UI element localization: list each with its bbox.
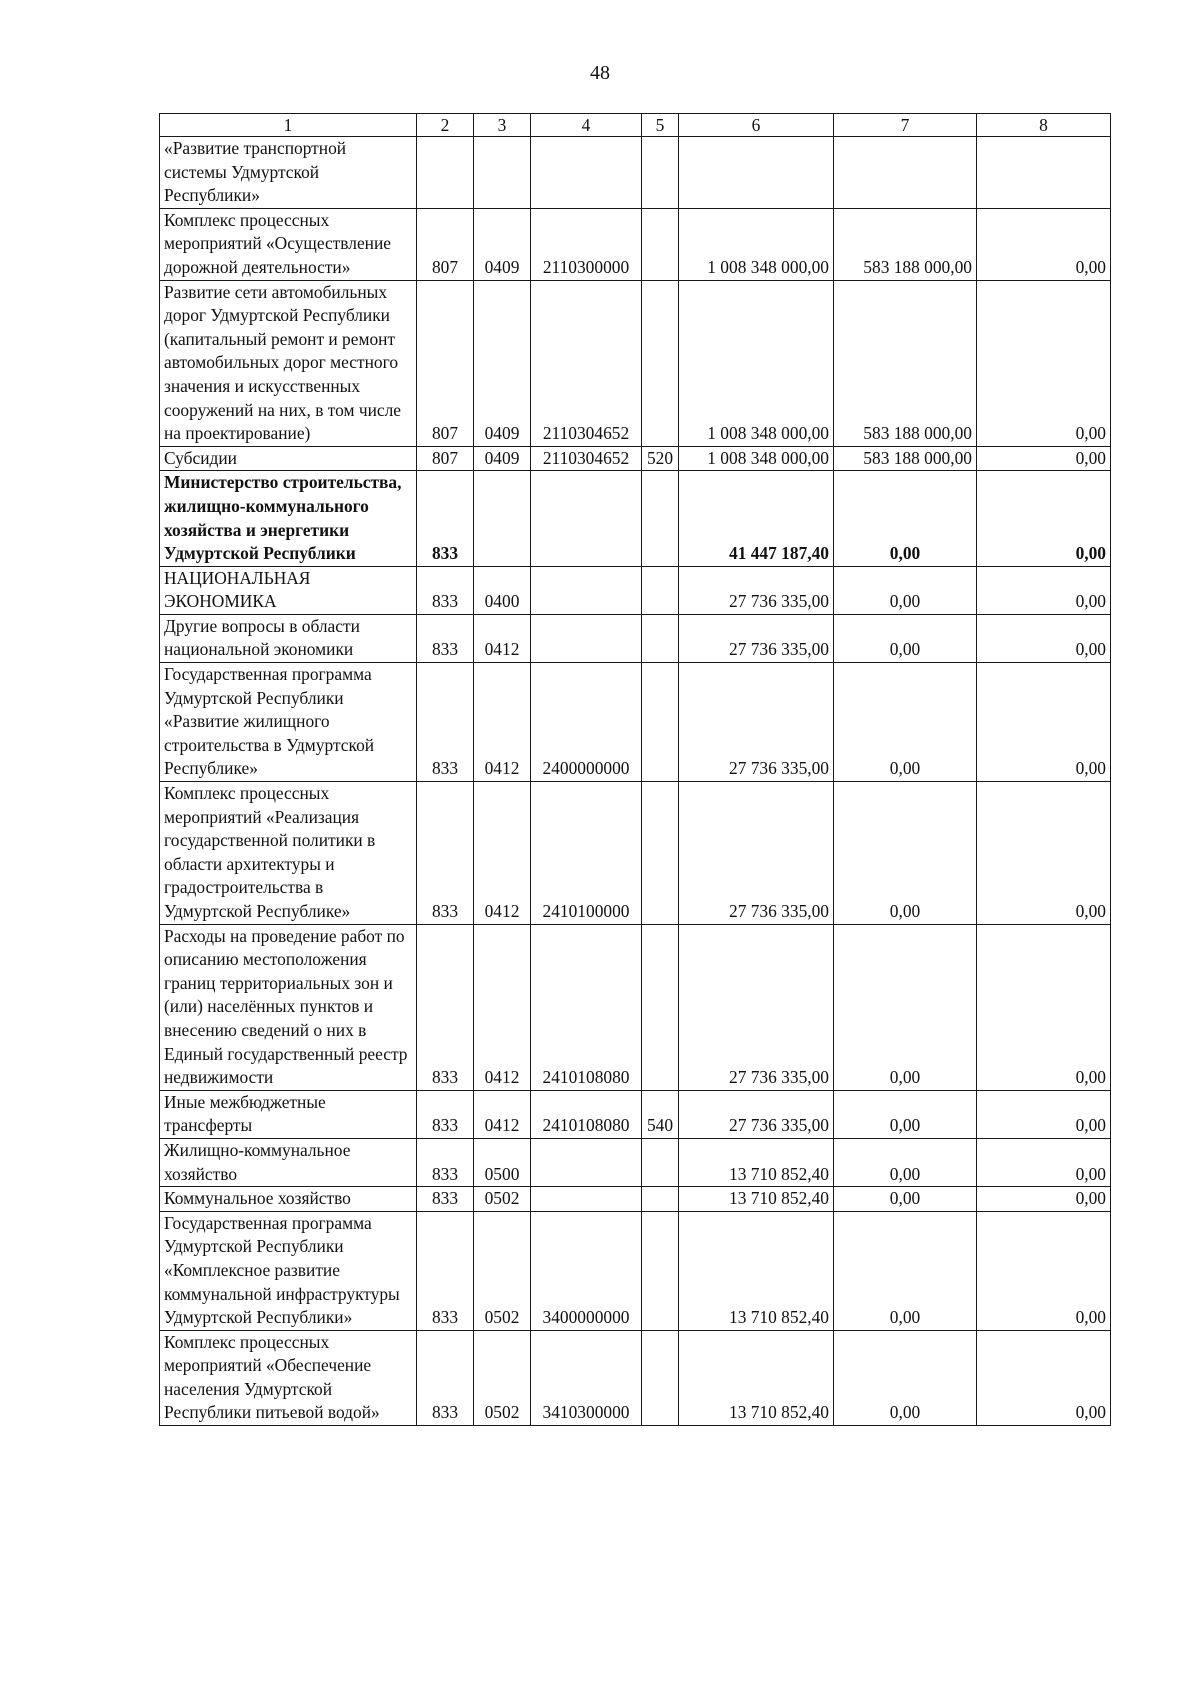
code-expense-type <box>642 1138 679 1186</box>
amount-col7: 0,00 <box>834 1330 977 1425</box>
code-expense-type <box>642 782 679 925</box>
code-section: 0502 <box>474 1211 531 1330</box>
column-header: 1 <box>160 114 417 137</box>
amount-col8: 0,00 <box>977 566 1111 614</box>
amount-col7: 0,00 <box>834 566 977 614</box>
amount-col6: 27 736 335,00 <box>679 614 834 662</box>
code-ministry: 833 <box>417 566 474 614</box>
amount-col8: 0,00 <box>977 924 1111 1090</box>
table-row <box>160 280 1111 446</box>
header-row <box>160 114 1111 137</box>
amount-col8: 0,00 <box>977 280 1111 446</box>
amount-col7: 583 188 000,00 <box>834 208 977 280</box>
code-expense-type <box>642 1187 679 1212</box>
code-target <box>531 471 642 566</box>
code-expense-type <box>642 280 679 446</box>
amount-col8 <box>977 137 1111 209</box>
row-name: Жилищно-коммунальное хозяйство <box>160 1138 417 1186</box>
row-name: Развитие сети автомобильных дорог Удмуртской Республики (капитальный ремонт и ремонт автомобильных дорог местного значения и искусственных сооружений на них, в том числе на проектирование) <box>160 280 417 446</box>
table-row <box>160 614 1111 662</box>
amount-col6: 27 736 335,00 <box>679 924 834 1090</box>
amount-col8: 0,00 <box>977 446 1111 471</box>
column-header: 7 <box>834 114 977 137</box>
amount-col7: 583 188 000,00 <box>834 446 977 471</box>
code-ministry: 833 <box>417 1330 474 1425</box>
code-section: 0400 <box>474 566 531 614</box>
row-name: Министерство строительства, жилищно-коммунального хозяйства и энергетики Удмуртской Республики <box>160 471 417 566</box>
code-target <box>531 137 642 209</box>
table-row <box>160 782 1111 925</box>
table-header <box>160 114 1111 137</box>
column-header: 6 <box>679 114 834 137</box>
amount-col6: 41 447 187,40 <box>679 471 834 566</box>
table-row <box>160 1211 1111 1330</box>
table-row <box>160 1330 1111 1425</box>
code-ministry: 833 <box>417 924 474 1090</box>
table-row <box>160 1138 1111 1186</box>
row-name: Расходы на проведение работ по описанию местоположения границ территориальных зон и (или) населённых пунктов и внесению сведений о них в Единый государственный реестр недвижимости <box>160 924 417 1090</box>
amount-col6: 13 710 852,40 <box>679 1187 834 1212</box>
code-section: 0412 <box>474 614 531 662</box>
code-section: 0409 <box>474 280 531 446</box>
code-target <box>531 1187 642 1212</box>
amount-col6: 27 736 335,00 <box>679 782 834 925</box>
code-ministry: 833 <box>417 471 474 566</box>
row-name: Иные межбюджетные трансферты <box>160 1090 417 1138</box>
code-section: 0412 <box>474 924 531 1090</box>
code-ministry: 833 <box>417 1187 474 1212</box>
table-row <box>160 446 1111 471</box>
amount-col6: 13 710 852,40 <box>679 1330 834 1425</box>
code-ministry: 833 <box>417 782 474 925</box>
row-name: Коммунальное хозяйство <box>160 1187 417 1212</box>
table-row <box>160 566 1111 614</box>
amount-col8: 0,00 <box>977 1211 1111 1330</box>
code-section: 0412 <box>474 663 531 782</box>
amount-col6: 27 736 335,00 <box>679 663 834 782</box>
column-header: 8 <box>977 114 1111 137</box>
code-target: 2110300000 <box>531 208 642 280</box>
amount-col7: 0,00 <box>834 663 977 782</box>
code-target: 2410108080 <box>531 1090 642 1138</box>
row-name: Государственная программа Удмуртской Республики «Развитие жилищного строительства в Удмуртской Республике» <box>160 663 417 782</box>
code-section <box>474 471 531 566</box>
table-row <box>160 1090 1111 1138</box>
code-expense-type <box>642 471 679 566</box>
code-section: 0409 <box>474 208 531 280</box>
code-section: 0409 <box>474 446 531 471</box>
table-row <box>160 1187 1111 1212</box>
amount-col7: 0,00 <box>834 1211 977 1330</box>
column-header: 2 <box>417 114 474 137</box>
table-row <box>160 924 1111 1090</box>
row-name: «Развитие транспортной системы Удмуртской Республики» <box>160 137 417 209</box>
code-section: 0412 <box>474 1090 531 1138</box>
code-section <box>474 137 531 209</box>
code-target: 2110304652 <box>531 446 642 471</box>
amount-col7 <box>834 137 977 209</box>
code-ministry: 807 <box>417 208 474 280</box>
amount-col8: 0,00 <box>977 1138 1111 1186</box>
amount-col8: 0,00 <box>977 1090 1111 1138</box>
amount-col8: 0,00 <box>977 1330 1111 1425</box>
code-ministry: 807 <box>417 446 474 471</box>
code-ministry: 833 <box>417 663 474 782</box>
amount-col7: 0,00 <box>834 614 977 662</box>
amount-col6: 1 008 348 000,00 <box>679 446 834 471</box>
amount-col8: 0,00 <box>977 208 1111 280</box>
code-expense-type <box>642 1330 679 1425</box>
column-header: 5 <box>642 114 679 137</box>
code-expense-type: 520 <box>642 446 679 471</box>
row-name: Комплекс процессных мероприятий «Обеспечение населения Удмуртской Республики питьевой водой» <box>160 1330 417 1425</box>
code-expense-type <box>642 566 679 614</box>
row-name: Субсидии <box>160 446 417 471</box>
code-expense-type <box>642 614 679 662</box>
row-name: Комплекс процессных мероприятий «Реализация государственной политики в области архитектуры и градостроительства в Удмуртской Республике» <box>160 782 417 925</box>
code-target: 3410300000 <box>531 1330 642 1425</box>
amount-col7: 583 188 000,00 <box>834 280 977 446</box>
amount-col7: 0,00 <box>834 924 977 1090</box>
amount-col7: 0,00 <box>834 1138 977 1186</box>
row-name: Государственная программа Удмуртской Республики «Комплексное развитие коммунальной инфраструктуры Удмуртской Республики» <box>160 1211 417 1330</box>
code-target <box>531 566 642 614</box>
table-body <box>160 137 1111 1426</box>
table-row <box>160 663 1111 782</box>
amount-col8: 0,00 <box>977 471 1111 566</box>
code-expense-type <box>642 924 679 1090</box>
row-name: Другие вопросы в области национальной экономики <box>160 614 417 662</box>
code-ministry: 833 <box>417 1138 474 1186</box>
amount-col6: 13 710 852,40 <box>679 1138 834 1186</box>
code-section: 0502 <box>474 1330 531 1425</box>
row-name: НАЦИОНАЛЬНАЯ ЭКОНОМИКА <box>160 566 417 614</box>
amount-col7: 0,00 <box>834 1090 977 1138</box>
page-number: 48 <box>590 62 610 84</box>
code-expense-type: 540 <box>642 1090 679 1138</box>
amount-col7: 0,00 <box>834 782 977 925</box>
amount-col7: 0,00 <box>834 1187 977 1212</box>
code-section: 0412 <box>474 782 531 925</box>
amount-col8: 0,00 <box>977 1187 1111 1212</box>
code-ministry: 833 <box>417 614 474 662</box>
code-target <box>531 1138 642 1186</box>
code-section: 0500 <box>474 1138 531 1186</box>
row-name: Комплекс процессных мероприятий «Осуществление дорожной деятельности» <box>160 208 417 280</box>
code-target: 2410108080 <box>531 924 642 1090</box>
code-target: 2110304652 <box>531 280 642 446</box>
column-header: 3 <box>474 114 531 137</box>
code-expense-type <box>642 663 679 782</box>
code-expense-type <box>642 137 679 209</box>
column-header: 4 <box>531 114 642 137</box>
code-ministry <box>417 137 474 209</box>
amount-col6 <box>679 137 834 209</box>
amount-col8: 0,00 <box>977 782 1111 925</box>
code-target <box>531 614 642 662</box>
amount-col6: 1 008 348 000,00 <box>679 208 834 280</box>
amount-col7: 0,00 <box>834 471 977 566</box>
budget-table <box>159 113 1111 1426</box>
amount-col6: 1 008 348 000,00 <box>679 280 834 446</box>
code-target: 3400000000 <box>531 1211 642 1330</box>
code-expense-type <box>642 1211 679 1330</box>
code-target: 2410100000 <box>531 782 642 925</box>
amount-col6: 27 736 335,00 <box>679 566 834 614</box>
table-row <box>160 471 1111 566</box>
amount-col8: 0,00 <box>977 614 1111 662</box>
amount-col6: 27 736 335,00 <box>679 1090 834 1138</box>
code-target: 2400000000 <box>531 663 642 782</box>
amount-col8: 0,00 <box>977 663 1111 782</box>
code-ministry: 833 <box>417 1211 474 1330</box>
code-ministry: 833 <box>417 1090 474 1138</box>
table-row <box>160 208 1111 280</box>
table-row <box>160 137 1111 209</box>
amount-col6: 13 710 852,40 <box>679 1211 834 1330</box>
code-ministry: 807 <box>417 280 474 446</box>
code-section: 0502 <box>474 1187 531 1212</box>
code-expense-type <box>642 208 679 280</box>
